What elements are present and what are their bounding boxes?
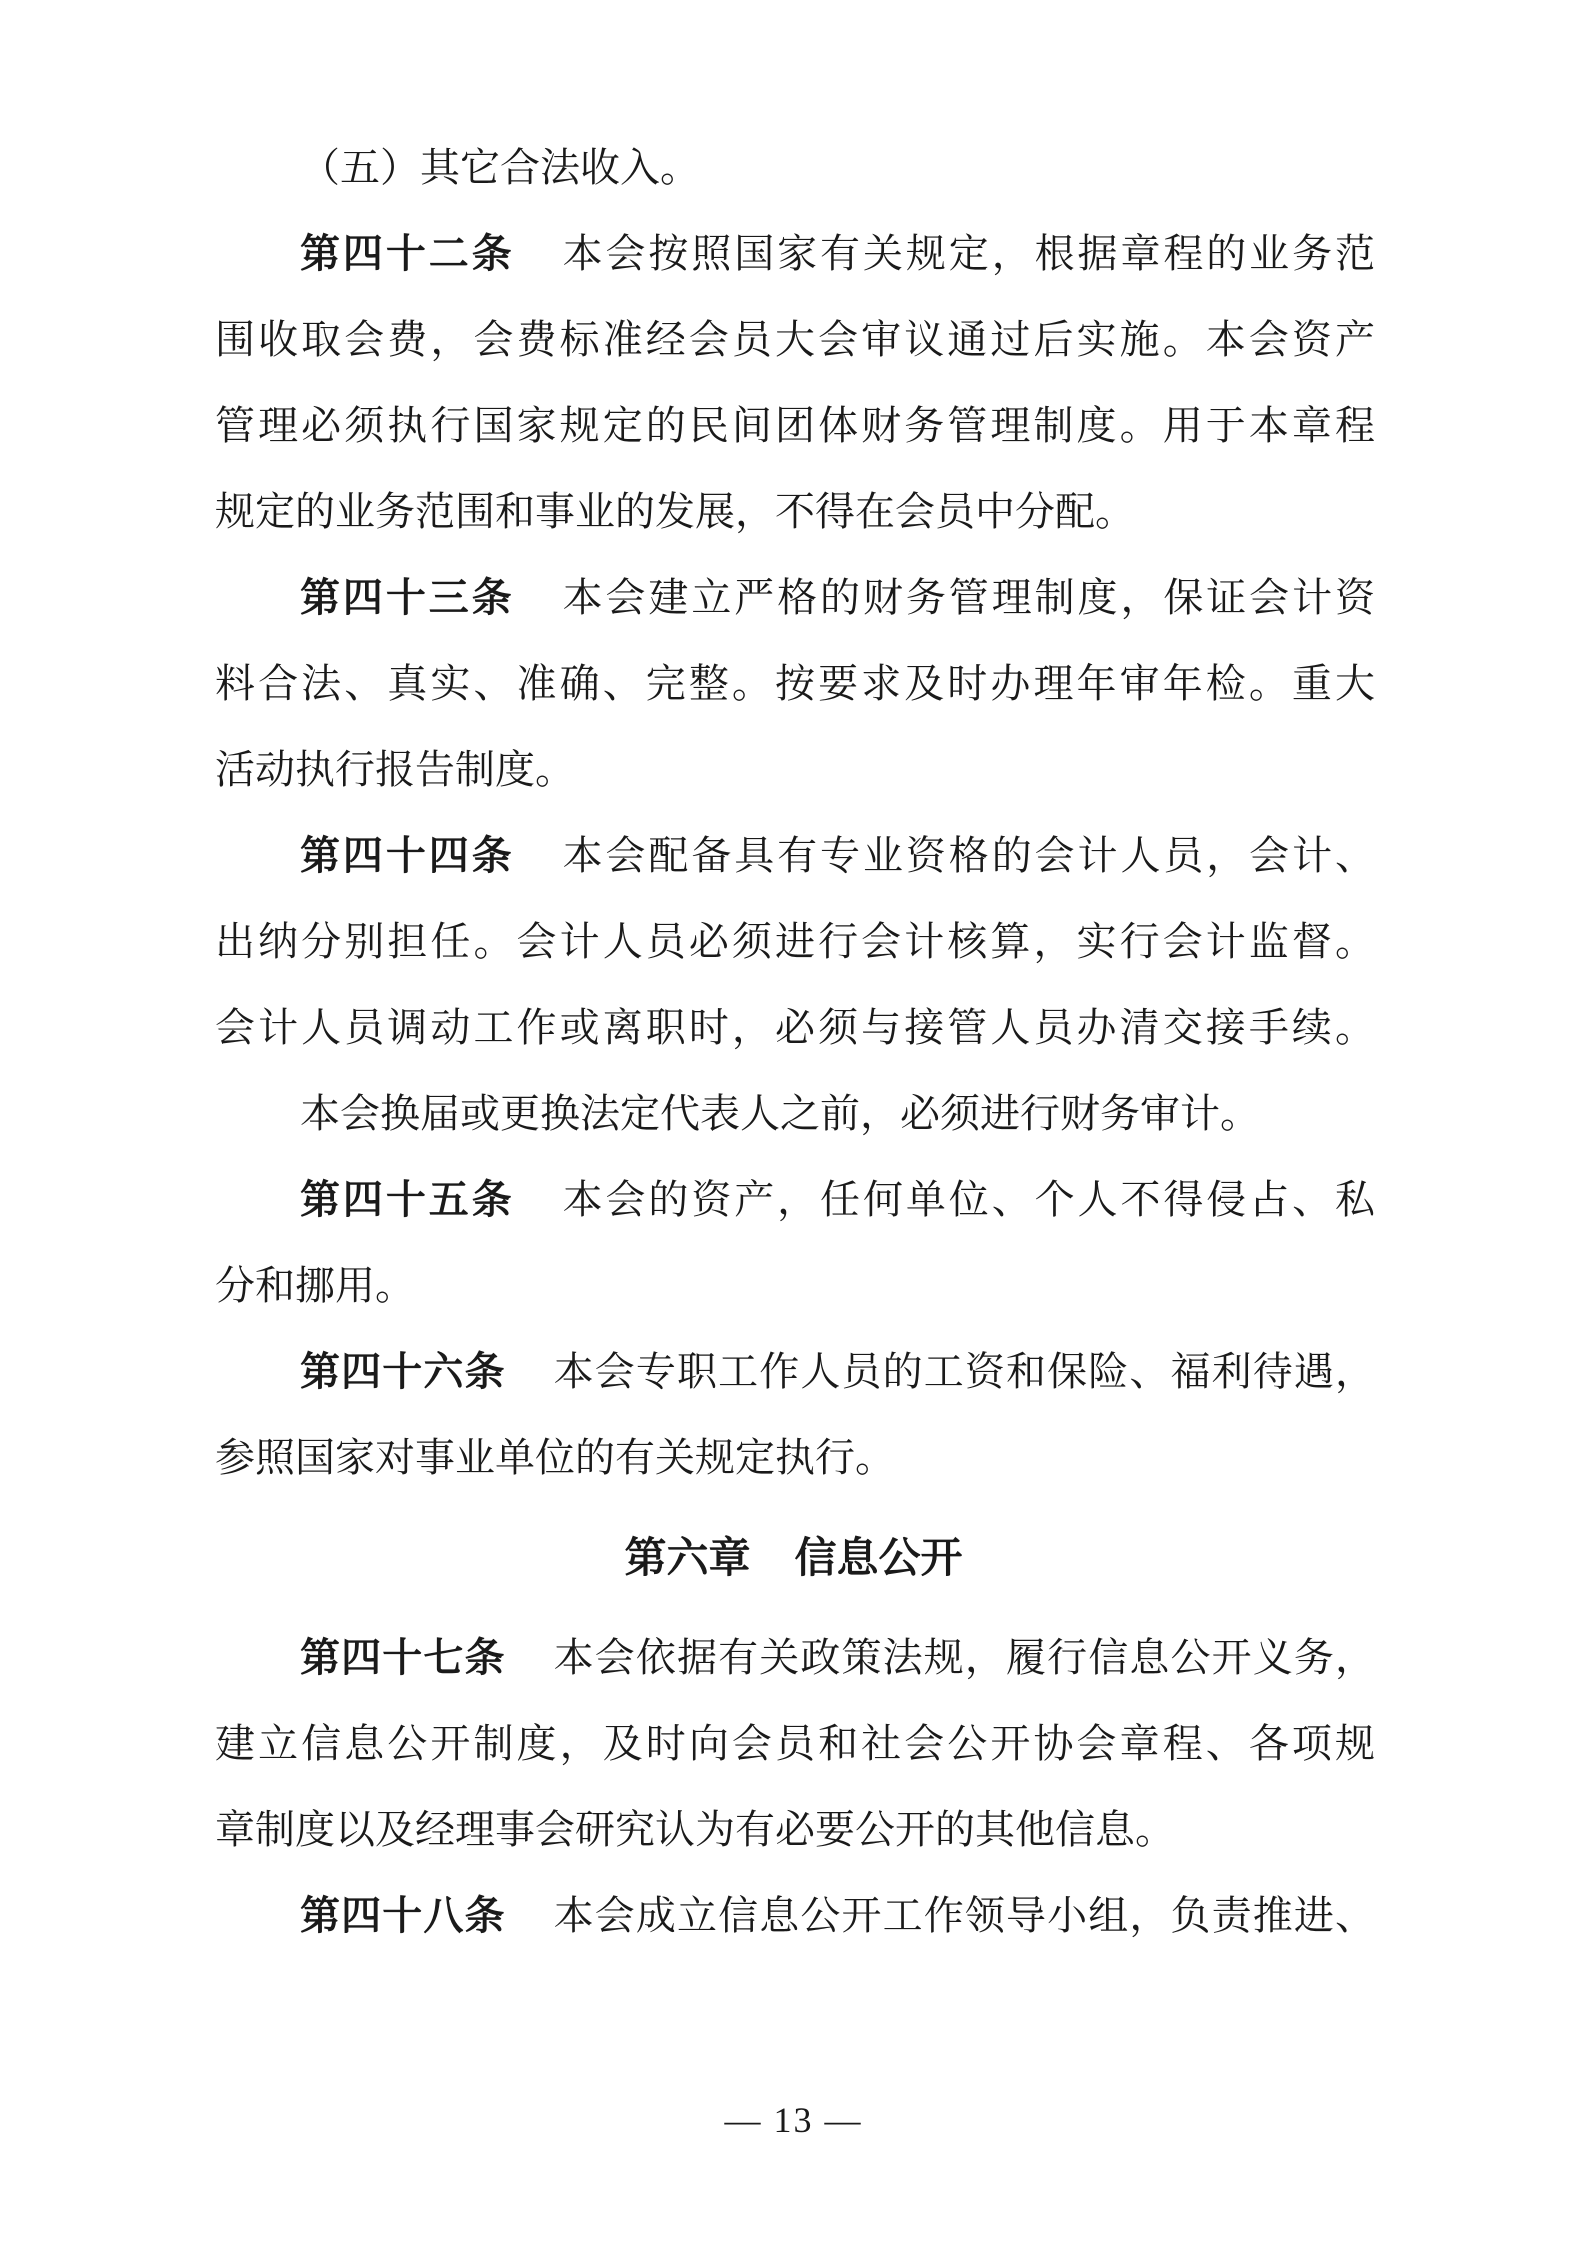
line-text: 分和挪用。 [215,1263,415,1309]
chapter-number: 第六章 [624,1533,751,1582]
paragraph-line [215,1258,1375,1314]
paragraph-line [215,1716,1375,1772]
paragraph-line [300,1086,1375,1142]
chapter-heading [0,1530,1587,1586]
paragraph-line [215,1000,1375,1056]
paragraph-line [215,312,1375,368]
line-text: 本会专职工作人员的工资和保险、福利待遇， [553,1349,1375,1395]
article-43 [300,570,1375,626]
article-number: 第四十五条 [300,1177,515,1223]
line-text: 本会成立信息公开工作领导小组，负责推进、 [553,1893,1375,1939]
chapter-title: 信息公开 [794,1533,963,1582]
paragraph-line [215,1430,1375,1486]
line-text: 管理必须执行国家规定的民间团体财务管理制度。用于本章程 [215,403,1375,449]
article-number: 第四十七条 [300,1635,506,1681]
article-number: 第四十二条 [300,231,515,277]
article-47 [300,1630,1375,1686]
paragraph-line [215,742,1375,798]
paragraph-line [300,140,1375,196]
line-text: 围收取会费，会费标准经会员大会审议通过后实施。本会资产 [215,317,1375,363]
page-number: — 13 — [724,2100,863,2140]
article-number: 第四十三条 [300,575,515,621]
article-48 [300,1888,1375,1944]
line-text: 本会配备具有专业资格的会计人员，会计、 [562,833,1376,879]
article-44 [300,828,1375,884]
line-text: 本会依据有关政策法规，履行信息公开义务， [553,1635,1375,1681]
line-text: 本会换届或更换法定代表人之前，必须进行财务审计。 [300,1091,1260,1137]
line-text: 本会按照国家有关规定，根据章程的业务范 [562,231,1376,277]
line-text: 参照国家对事业单位的有关规定执行。 [215,1435,895,1481]
article-46 [300,1344,1375,1400]
article-45 [300,1172,1375,1228]
paragraph-line [215,484,1375,540]
line-text: 规定的业务范围和事业的发展，不得在会员中分配。 [215,489,1135,535]
line-text: 本会的资产，任何单位、个人不得侵占、私 [562,1177,1376,1223]
line-text: 会计人员调动工作或离职时，必须与接管人员办清交接手续。 [215,1005,1375,1051]
article-number: 第四十六条 [300,1349,506,1395]
paragraph-line [215,656,1375,712]
paragraph-line [215,398,1375,454]
line-text: （五）其它合法收入。 [300,145,700,191]
article-42 [300,226,1375,282]
paragraph-line [215,914,1375,970]
line-text: 章制度以及经理事会研究认为有必要公开的其他信息。 [215,1807,1175,1853]
line-text: 本会建立严格的财务管理制度，保证会计资 [562,575,1376,621]
article-number: 第四十八条 [300,1893,506,1939]
line-text: 建立信息公开制度，及时向会员和社会公开协会章程、各项规 [215,1721,1375,1767]
line-text: 料合法、真实、准确、完整。按要求及时办理年审年检。重大 [215,661,1375,707]
line-text: 活动执行报告制度。 [215,747,575,793]
article-number: 第四十四条 [300,833,515,879]
paragraph-line [215,1802,1375,1858]
line-text: 出纳分别担任。会计人员必须进行会计核算，实行会计监督。 [215,919,1375,965]
